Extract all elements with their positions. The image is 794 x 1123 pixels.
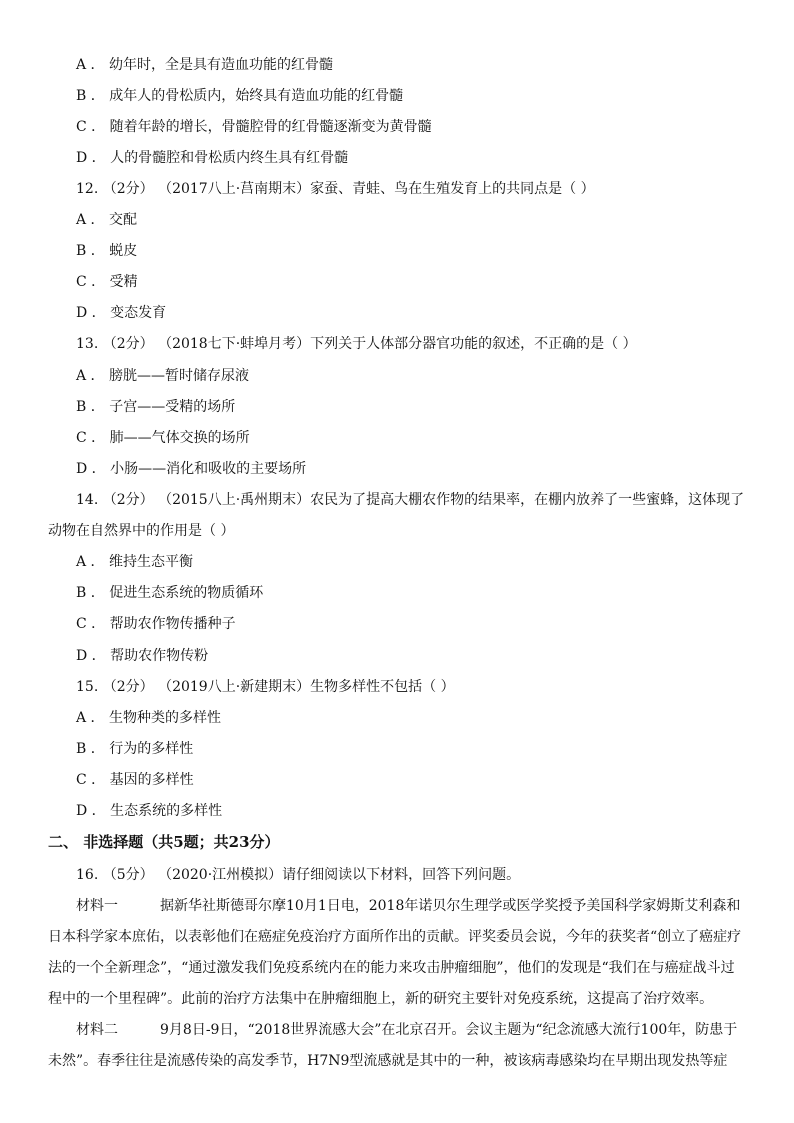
- material-one-text: 据新华社斯德哥尔摩10月1日电，2018年诺贝尔生理学或医学奖授予美国科学家姆斯艾利森和日本科学家本庶佑，以表彰他们在癌症免疫治疗方面所作出的贡献。评奖委员会说，今年的获奖者“创立了癌症疗法的一个全新理念”，“通过激发我们免疫系统内在的能力来攻击肿瘤细胞”，他们的发现是“我们在与癌症战斗过程中的一个里程碑”。此前的治疗方法集中在肿瘤细胞上，新的研究主要针对免疫系统，这提高了治疗效率。: [48, 898, 742, 1007]
- q15-option-c: C ． 基因的多样性: [76, 772, 194, 788]
- material-two-label: 材料二: [76, 1022, 118, 1038]
- q14-stem: 14. （2分） （2015八上·禹州期末）农民为了提高大棚农作物的结果率，在棚内放养了一些蜜蜂，这体现了: [76, 492, 745, 508]
- material-one: [48, 891, 748, 1015]
- q15-option-a: A ． 生物种类的多样性: [76, 710, 222, 726]
- q12-option-d: D ． 变态发育: [76, 305, 167, 321]
- q15-option-b: B ． 行为的多样性: [76, 741, 194, 757]
- q13-option-c: C ． 肺——气体交换的场所: [76, 430, 250, 446]
- q12-option-b: B ． 蜕皮: [76, 243, 138, 259]
- q12-option-c: C ． 受精: [76, 274, 138, 290]
- q11-option-c: C ． 随着年龄的增长，骨髓腔骨的红骨髓逐渐变为黄骨髓: [76, 119, 432, 135]
- q15-stem: 15. （2分） （2019八上·新建期末）生物多样性不包括（ ）: [76, 679, 455, 695]
- material-one-label: 材料一: [76, 898, 118, 914]
- q14-option-a: A ． 维持生态平衡: [76, 554, 194, 570]
- q15-option-d: D ． 生态系统的多样性: [76, 803, 223, 819]
- q14-option-d: D ． 帮助农作物传粉: [76, 648, 209, 664]
- q14-option-b: B ． 促进生态系统的物质循环: [76, 585, 264, 601]
- q14-stem-continued: 动物在自然界中的作用是（ ）: [48, 523, 235, 539]
- q11-option-b: B ． 成年人的骨松质内，始终具有造血功能的红骨髓: [76, 88, 404, 104]
- q13-option-d: D ． 小肠——消化和吸收的主要场所: [76, 461, 307, 477]
- q11-option-d: D ． 人的骨髓腔和骨松质内终生具有红骨髓: [76, 150, 349, 166]
- q13-option-a: A ． 膀胱——暂时储存尿液: [76, 368, 250, 384]
- q13-stem: 13. （2分） （2018七下·蚌埠月考）下列关于人体部分器官功能的叙述，不正确的是（ ）: [76, 336, 637, 352]
- section-title: 二、 非选择题（共5题；共23分）: [48, 833, 280, 851]
- q13-option-b: B ． 子宫——受精的场所: [76, 399, 236, 415]
- material-two: [48, 1015, 748, 1077]
- material-two-text: 9月8日-9日，“2018世界流感大会”在北京召开。会议主题为“纪念流感大流行100年，防患于未然”。春季往往是流感传染的高发季节，H7N9型流感就是其中的一种，被该病毒感染均在早期出现发热等症: [48, 1022, 738, 1069]
- q11-option-a: A ． 幼年时，全是具有造血功能的红骨髓: [76, 57, 334, 73]
- q12-option-a: A ． 交配: [76, 212, 138, 228]
- q14-option-c: C ． 帮助农作物传播种子: [76, 616, 236, 632]
- q16-stem: 16. （5分） （2020·江州模拟）请仔细阅读以下材料，回答下列问题。: [76, 867, 521, 883]
- q12-stem: 12. （2分） （2017八上·莒南期末）家蚕、青蛙、鸟在生殖发育上的共同点是（ ）: [76, 181, 595, 197]
